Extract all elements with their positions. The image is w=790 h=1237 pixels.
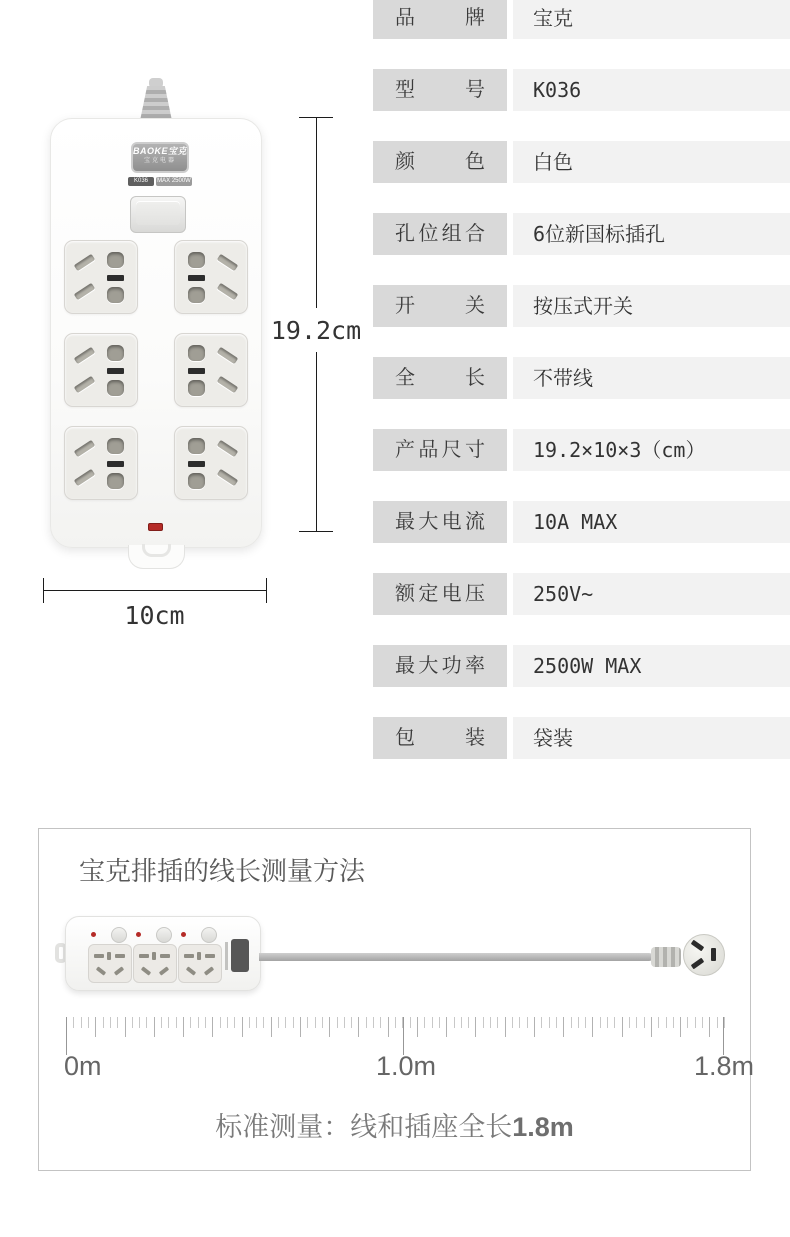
spec-value: 白色 [513, 141, 790, 183]
ruler-tick [88, 1017, 89, 1028]
measure-caption [39, 1105, 750, 1144]
ruler-tick [263, 1017, 264, 1028]
spec-label: 孔位组合 [373, 213, 507, 255]
spec-value: 19.2×10×3（cm） [513, 429, 790, 471]
measure-section [38, 828, 755, 1171]
spec-row-current [373, 501, 790, 543]
mini-socket [178, 944, 222, 983]
spec-value: 袋装 [513, 717, 790, 759]
spec-row-model [373, 69, 790, 111]
socket [174, 426, 248, 500]
ruler-tick [220, 1017, 221, 1028]
ruler-tick [629, 1017, 630, 1028]
ruler-tick [234, 1017, 235, 1028]
ruler-tick [388, 1017, 389, 1037]
switch-button [130, 196, 186, 233]
ruler-tick [541, 1017, 542, 1028]
mini-indicator-light [136, 932, 141, 937]
spec-value: 250V~ [513, 573, 790, 615]
spec-label: 最大功率 [373, 645, 507, 687]
dim-height-line-lower [316, 352, 317, 531]
spec-label: 型号 [373, 69, 507, 111]
mini-switch-button [201, 927, 217, 943]
dim-width-cap-right [266, 578, 267, 603]
indicator-light [148, 523, 163, 531]
ruler-tick [549, 1017, 550, 1028]
ruler-tick [417, 1017, 418, 1037]
power-cord-stub [139, 86, 173, 119]
ruler-tick [198, 1017, 199, 1028]
ruler-tick [556, 1017, 557, 1028]
socket [64, 426, 138, 500]
hang-hole-notch [142, 544, 171, 557]
spec-value: 6位新国标插孔 [513, 213, 790, 255]
dim-height-cap-bottom [299, 531, 333, 532]
ruler-tick [534, 1017, 535, 1037]
spec-value: 宝克 [513, 0, 790, 39]
spec-label: 额定电压 [373, 573, 507, 615]
ruler-tick [571, 1017, 572, 1028]
spec-label: 产品尺寸 [373, 429, 507, 471]
measure-caption-value: 1.8m [512, 1112, 574, 1142]
spec-label: 最大电流 [373, 501, 507, 543]
ruler-tick [307, 1017, 308, 1028]
spec-row-power [373, 645, 790, 687]
ruler-label-middle: 1.0m [375, 1051, 437, 1081]
spec-row-color [373, 141, 790, 183]
ruler-tick [117, 1017, 118, 1028]
ruler-tick [285, 1017, 286, 1028]
ruler-label-end: 1.8m [693, 1051, 755, 1081]
ruler-tick [622, 1017, 623, 1037]
power-chip: MAX 2500W [157, 178, 191, 184]
ruler-tick [373, 1017, 374, 1028]
ruler-tick [278, 1017, 279, 1028]
spec-label: 全长 [373, 357, 507, 399]
ruler-tick [461, 1017, 462, 1028]
ruler-tick [146, 1017, 147, 1028]
ruler-tick [176, 1017, 177, 1028]
spec-label: 品牌 [373, 0, 507, 39]
ruler-tick [322, 1017, 323, 1028]
measure-caption-text: 标准测量：线和插座全长 [215, 1112, 513, 1142]
ruler-tick [81, 1017, 82, 1028]
brand-badge [131, 142, 189, 173]
switch-face [136, 201, 180, 225]
ruler-tick [454, 1017, 455, 1028]
ruler-tick [395, 1017, 396, 1028]
ruler-tick [344, 1017, 345, 1028]
socket [174, 333, 248, 407]
brand-logo-text: BAOKE宝克 [133, 146, 188, 156]
ruler-tick [271, 1017, 272, 1037]
mini-brand-badge [231, 939, 249, 972]
socket [64, 240, 138, 314]
ruler-tick [132, 1017, 133, 1028]
spec-table [373, 0, 790, 767]
ruler-major-tick [723, 1017, 724, 1055]
ruler-tick [585, 1017, 586, 1028]
ruler-tick [315, 1017, 316, 1028]
ruler-tick [505, 1017, 506, 1037]
ruler-tick [358, 1017, 359, 1037]
mini-socket [88, 944, 132, 983]
cable-strain-relief [651, 947, 681, 967]
ruler-tick [607, 1017, 608, 1028]
ruler-tick [578, 1017, 579, 1028]
ruler-tick [644, 1017, 645, 1028]
ruler-tick [337, 1017, 338, 1028]
ruler-tick [103, 1017, 104, 1028]
spec-value: 不带线 [513, 357, 790, 399]
ruler-tick [73, 1017, 74, 1028]
ruler-tick [366, 1017, 367, 1028]
ruler-tick [658, 1017, 659, 1028]
ruler-tick [680, 1017, 681, 1037]
ruler-tick [592, 1017, 593, 1037]
ruler-tick [110, 1017, 111, 1028]
ruler-tick [95, 1017, 96, 1037]
socket [174, 240, 248, 314]
ruler-tick [475, 1017, 476, 1037]
ruler-tick [687, 1017, 688, 1028]
spec-row-brand [373, 0, 790, 39]
hang-hole-tab [128, 545, 185, 569]
ruler-tick [432, 1017, 433, 1028]
ruler-tick [154, 1017, 155, 1037]
plug-pin-slot [691, 958, 705, 970]
ruler-tick [446, 1017, 447, 1037]
ruler-tick [125, 1017, 126, 1037]
ruler-tick [439, 1017, 440, 1028]
ruler-tick [256, 1017, 257, 1028]
spec-value: K036 [513, 69, 790, 111]
ruler-tick [636, 1017, 637, 1028]
model-chip: K036 [128, 177, 154, 186]
ruler-tick [695, 1017, 696, 1028]
plug-pin-slot [711, 948, 716, 961]
mini-indicator-light [181, 932, 186, 937]
ruler-tick [614, 1017, 615, 1028]
ruler-tick [249, 1017, 250, 1028]
spec-row-size [373, 429, 790, 471]
ruler-tick [161, 1017, 162, 1028]
model-chips [128, 177, 192, 186]
ruler-tick [227, 1017, 228, 1028]
ruler-tick [410, 1017, 411, 1028]
plug-pin-slot [691, 940, 705, 952]
ruler-tick [329, 1017, 330, 1037]
ruler-tick [183, 1017, 184, 1037]
ruler-label-start: 0m [64, 1051, 102, 1081]
brand-sub-text: 宝克电器 [143, 158, 176, 164]
spec-row-length [373, 357, 790, 399]
power-plug [683, 934, 725, 976]
ruler-tick [717, 1017, 718, 1028]
spec-label: 颜色 [373, 141, 507, 183]
mini-switch-button [111, 927, 127, 943]
ruler-tick [702, 1017, 703, 1028]
ruler-tick [527, 1017, 528, 1028]
mini-indicator-light [91, 932, 96, 937]
ruler-tick [139, 1017, 140, 1028]
ruler-major-tick [66, 1017, 67, 1055]
spec-row-package [373, 717, 790, 759]
ruler-tick [293, 1017, 294, 1028]
ruler-tick [483, 1017, 484, 1028]
ruler-tick [380, 1017, 381, 1028]
ruler-tick [512, 1017, 513, 1028]
dim-width-label: 10cm [124, 601, 185, 630]
ruler-tick [497, 1017, 498, 1028]
mini-socket [133, 944, 177, 983]
ruler-tick [300, 1017, 301, 1037]
ruler-tick [600, 1017, 601, 1028]
ruler-tick [205, 1017, 206, 1028]
ruler-tick [563, 1017, 564, 1037]
ruler-tick [351, 1017, 352, 1028]
dim-width-line [43, 590, 266, 591]
ruler-tick [424, 1017, 425, 1028]
spec-value: 2500W MAX [513, 645, 790, 687]
socket [64, 333, 138, 407]
spec-value: 按压式开关 [513, 285, 790, 327]
ruler-tick [242, 1017, 243, 1037]
ruler-tick [673, 1017, 674, 1028]
spec-row-outlets [373, 213, 790, 255]
spec-label: 包装 [373, 717, 507, 759]
spec-value: 10A MAX [513, 501, 790, 543]
ruler-tick [709, 1017, 710, 1037]
spec-row-voltage [373, 573, 790, 615]
ruler-major-tick [403, 1017, 404, 1055]
dim-height-label: 19.2cm [270, 316, 362, 345]
spec-label: 开关 [373, 285, 507, 327]
power-cable [259, 953, 653, 961]
measure-title: 宝克排插的线长测量方法 [79, 856, 366, 886]
ruler-tick [724, 1017, 725, 1028]
ruler-tick [190, 1017, 191, 1028]
ruler-tick [468, 1017, 469, 1028]
spec-row-switch [373, 285, 790, 327]
mini-switch-button [156, 927, 172, 943]
dim-height-line-upper [316, 118, 317, 308]
mini-label-lines [225, 942, 228, 970]
ruler-tick [651, 1017, 652, 1037]
ruler-tick [666, 1017, 667, 1028]
ruler-tick [519, 1017, 520, 1028]
ruler-tick [212, 1017, 213, 1037]
ruler-tick [490, 1017, 491, 1028]
ruler-tick [168, 1017, 169, 1028]
